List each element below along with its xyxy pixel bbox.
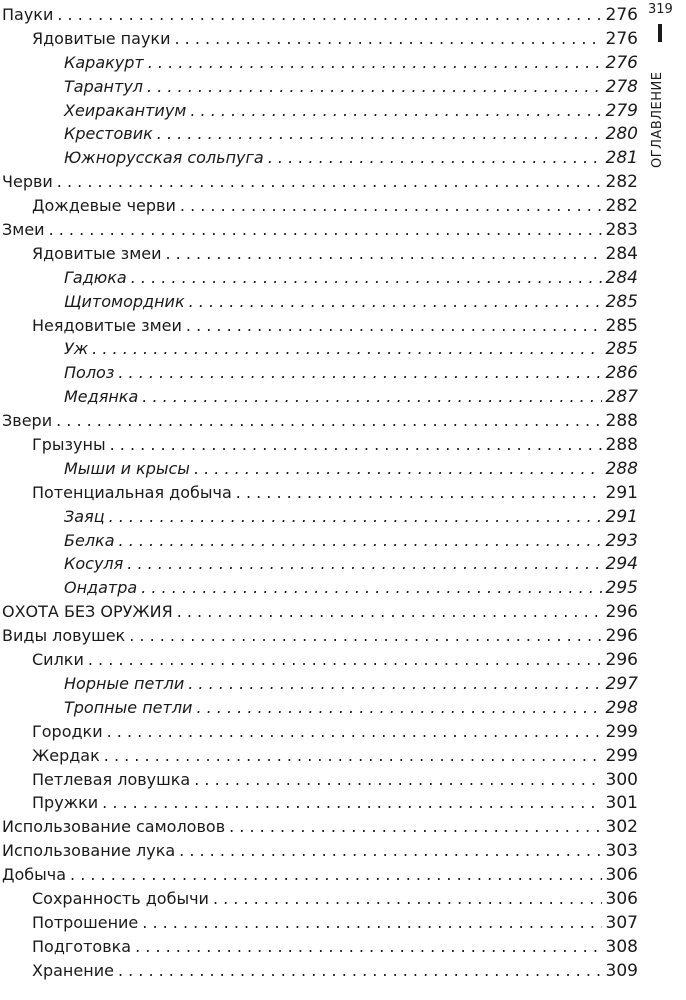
dot-leader [57, 3, 601, 27]
toc-entry-title: Полоз [64, 363, 115, 383]
dot-leader [188, 672, 601, 696]
dot-leader [88, 648, 602, 672]
dot-leader [147, 75, 602, 99]
toc-entry-title: Потрошение [32, 912, 139, 932]
toc-entry-page: 291 [605, 482, 638, 503]
toc-entry [0, 481, 638, 505]
toc-entry [0, 552, 638, 576]
toc-entry [0, 839, 638, 863]
toc-entry [0, 863, 638, 887]
toc-entry-title: Медянка [64, 387, 139, 407]
toc-entry [0, 505, 638, 529]
toc-entry-page: 278 [605, 76, 638, 97]
dot-leader [194, 457, 602, 481]
dot-leader [166, 242, 602, 266]
toc-entry-title: Неядовитые змеи [32, 315, 182, 335]
toc-entry-title: Пружки [32, 793, 99, 813]
toc-entry-page: 298 [605, 697, 638, 718]
toc-entry-title: Змеи [2, 220, 45, 240]
toc-entry [0, 672, 638, 696]
toc-entry [0, 27, 638, 51]
toc-entry-page: 291 [605, 506, 638, 527]
toc-entry-page: 284 [605, 243, 638, 264]
toc-entry [0, 290, 638, 314]
toc-entry [0, 935, 638, 959]
dot-leader [190, 99, 601, 123]
toc-entry [0, 720, 638, 744]
dot-leader [118, 959, 602, 983]
toc-entry-page: 306 [605, 865, 638, 886]
toc-entry-title: Южнорусская сольпуга [64, 148, 264, 168]
toc-entry [0, 170, 638, 194]
dot-leader [142, 911, 601, 935]
dot-leader [194, 768, 601, 792]
dot-leader [196, 696, 601, 720]
toc-entry-page: 286 [605, 363, 638, 384]
toc-entry-page: 299 [605, 745, 638, 766]
dot-leader [179, 839, 601, 863]
toc-entry-page: 287 [605, 387, 638, 408]
toc-entry-title: Звери [2, 411, 53, 431]
toc-entry-page: 296 [605, 602, 638, 623]
toc-entry [0, 768, 638, 792]
dot-leader [70, 863, 602, 887]
toc-entry [0, 529, 638, 553]
toc-entry-page: 308 [605, 936, 638, 957]
toc-entry-title: ОХОТА БЕЗ ОРУЖИЯ [2, 602, 173, 622]
toc-entry [0, 624, 638, 648]
toc-entry-title: Грызуны [32, 435, 106, 455]
toc-entry-title: Дождевые черви [32, 196, 176, 216]
toc-entry [0, 696, 638, 720]
toc-entry-title: Черви [2, 172, 53, 192]
toc-entry-title: Косуля [64, 554, 124, 574]
toc-entry-title: Каракурт [64, 52, 144, 72]
toc-entry-title: Ядовитые пауки [32, 28, 171, 48]
toc-entry-page: 284 [605, 267, 638, 288]
toc-entry-title: Ядовитые змеи [32, 243, 162, 263]
toc-entry [0, 648, 638, 672]
toc-entry-title: Силки [32, 650, 84, 670]
toc-entry-title: Белка [64, 530, 115, 550]
toc-entry-page: 293 [605, 530, 638, 551]
toc-entry-page: 283 [605, 220, 638, 241]
toc-entry-page: 288 [605, 458, 638, 479]
dot-leader [148, 51, 602, 75]
toc-entry [0, 600, 638, 624]
toc-entry-title: Уж [64, 339, 89, 359]
toc-entry [0, 457, 638, 481]
dot-leader [57, 170, 602, 194]
toc-entry [0, 744, 638, 768]
toc-entry [0, 75, 638, 99]
toc-entry-title: Тропные петли [64, 697, 193, 717]
toc-entry-page: 307 [605, 912, 638, 933]
toc-entry-title: Норные петли [64, 673, 185, 693]
toc-entry-page: 276 [605, 5, 638, 25]
dot-leader [119, 529, 602, 553]
dot-leader [180, 194, 602, 218]
toc-entry-page: 288 [605, 411, 638, 432]
toc-entry [0, 122, 638, 146]
toc-entry [0, 266, 638, 290]
toc-entry-page: 288 [605, 435, 638, 456]
toc-entry [0, 791, 638, 815]
toc-entry-title: Добыча [2, 865, 67, 885]
dot-leader [102, 791, 601, 815]
dot-leader [189, 290, 602, 314]
toc-entry-page: 282 [605, 196, 638, 217]
toc-entry-title: Жердак [32, 745, 100, 765]
toc-entry-title: Подготовка [32, 936, 132, 956]
dot-leader [141, 576, 601, 600]
toc-entry-title: Использование самоловов [2, 817, 226, 837]
toc-entry-page: 285 [605, 291, 638, 312]
toc-entry [0, 337, 638, 361]
toc-entry-page: 281 [605, 148, 638, 169]
toc-entry-title: Крестовик [64, 124, 153, 144]
toc-entry-title: Щитомордник [64, 291, 185, 311]
dot-leader [107, 720, 602, 744]
dot-leader [118, 361, 601, 385]
toc-entry [0, 314, 638, 338]
toc-entry [0, 409, 638, 433]
dot-leader [157, 122, 602, 146]
toc-entry-page: 300 [605, 769, 638, 790]
toc-entry-title: Тарантул [64, 76, 144, 96]
toc-entry [0, 433, 638, 457]
toc-entry-page: 295 [605, 578, 638, 599]
toc-entry-page: 282 [605, 172, 638, 193]
toc-entry-page: 280 [605, 124, 638, 145]
dot-leader [127, 552, 601, 576]
dot-leader [110, 433, 602, 457]
toc-entry-title: Потенциальная добыча [32, 482, 232, 502]
toc-entry-page: 296 [605, 650, 638, 671]
toc-entry [0, 51, 638, 75]
dot-leader [268, 146, 602, 170]
page-number: 319 [648, 2, 673, 17]
toc-entry-page: 294 [605, 554, 638, 575]
dot-leader [92, 337, 601, 361]
toc-entry-page: 299 [605, 721, 638, 742]
toc-entry-title: Пауки [2, 5, 54, 24]
section-label: ОГЛАВЛЕНИЕ [650, 71, 665, 168]
toc-entry [0, 218, 638, 242]
toc-entry-title: Городки [32, 721, 103, 741]
table-of-contents [0, 3, 638, 983]
toc-entry [0, 3, 638, 27]
dot-leader [186, 314, 602, 338]
toc-entry [0, 911, 638, 935]
toc-entry-title: Использование лука [2, 841, 176, 861]
toc-entry [0, 887, 638, 911]
toc-entry [0, 576, 638, 600]
dot-leader [131, 266, 602, 290]
dot-leader [213, 887, 602, 911]
dot-leader [177, 600, 602, 624]
toc-entry-page: 301 [605, 793, 638, 814]
dot-leader [174, 27, 601, 51]
toc-entry-page: 276 [605, 28, 638, 49]
toc-entry-title: Виды ловушек [2, 626, 126, 646]
toc-entry [0, 385, 638, 409]
dot-leader [109, 505, 602, 529]
dot-leader [56, 409, 601, 433]
toc-entry-page: 276 [605, 52, 638, 73]
toc-entry-title: Мыши и крысы [64, 458, 190, 478]
toc-entry [0, 959, 638, 983]
dot-leader [236, 481, 602, 505]
toc-entry-title: Ондатра [64, 578, 138, 598]
page-margin [646, 0, 686, 200]
section-marker-bar [658, 24, 662, 42]
toc-entry-title: Хеиракантиум [64, 100, 187, 120]
dot-leader [135, 935, 601, 959]
toc-entry-page: 285 [605, 315, 638, 336]
toc-entry-page: 296 [605, 626, 638, 647]
toc-entry-title: Заяц [64, 506, 105, 526]
toc-entry-title: Сохранность добычи [32, 888, 209, 908]
toc-entry [0, 242, 638, 266]
toc-entry-title: Петлевая ловушка [32, 769, 191, 789]
toc-entry-page: 303 [605, 841, 638, 862]
dot-leader [142, 385, 601, 409]
toc-entry-page: 297 [605, 673, 638, 694]
dot-leader [104, 744, 602, 768]
toc-entry [0, 815, 638, 839]
toc-entry [0, 99, 638, 123]
toc-entry-page: 302 [605, 817, 638, 838]
toc-entry-page: 285 [605, 339, 638, 360]
dot-leader [229, 815, 601, 839]
toc-entry [0, 146, 638, 170]
toc-entry-page: 279 [605, 100, 638, 121]
toc-entry [0, 361, 638, 385]
toc-entry-page: 309 [605, 960, 638, 981]
toc-entry [0, 194, 638, 218]
toc-entry-page: 306 [605, 888, 638, 909]
toc-entry-title: Гадюка [64, 267, 127, 287]
toc-entry-title: Хранение [32, 960, 114, 980]
dot-leader [129, 624, 601, 648]
dot-leader [49, 218, 602, 242]
